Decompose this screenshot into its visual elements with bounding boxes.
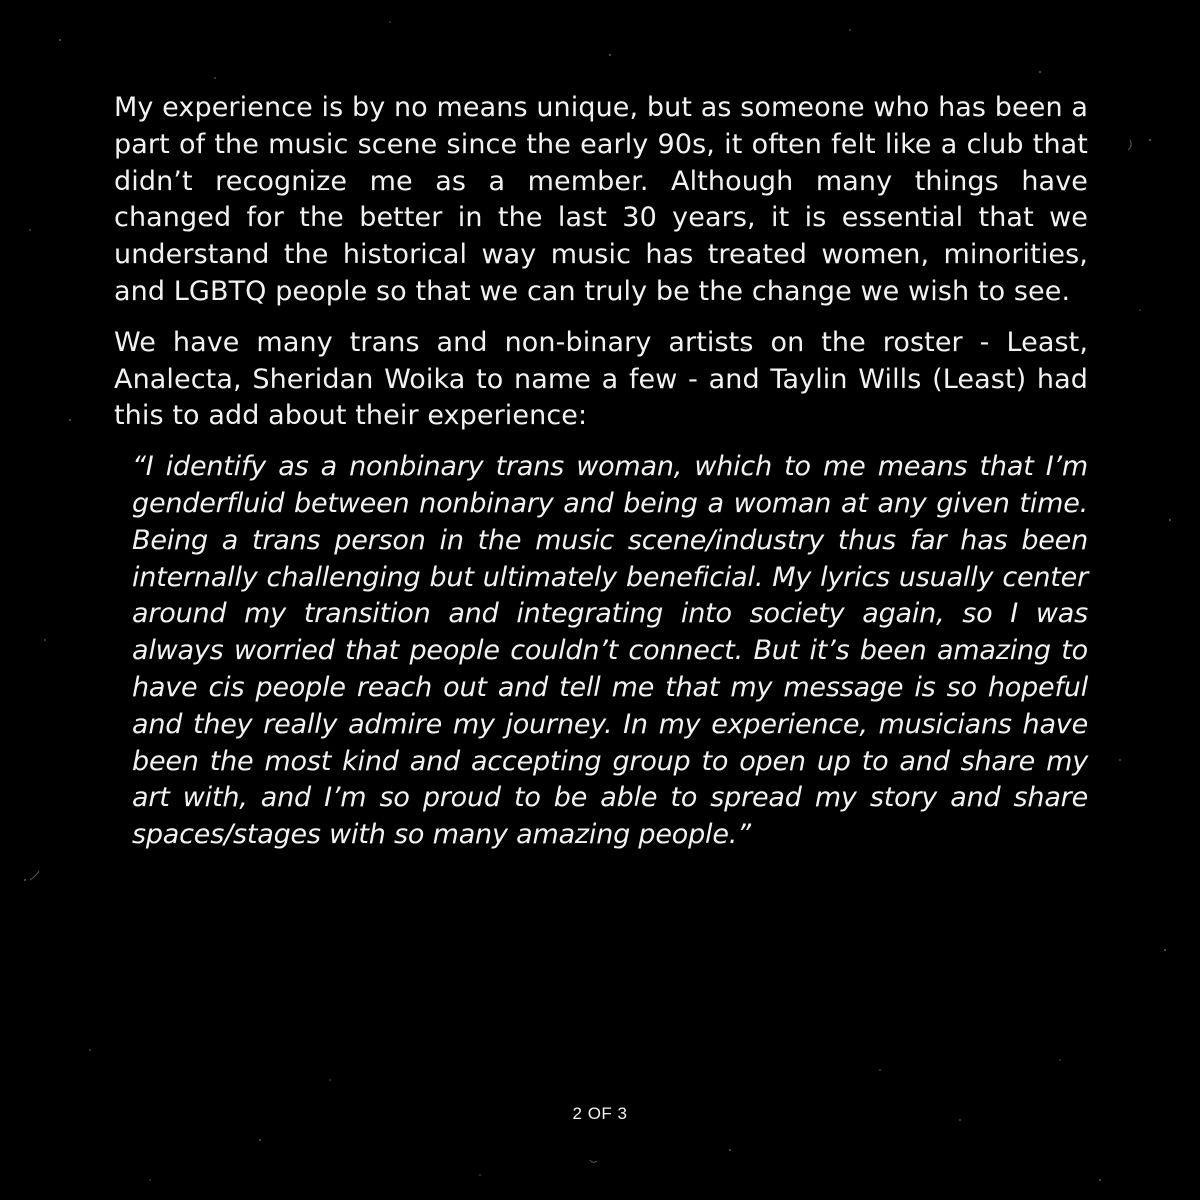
article-body bbox=[114, 90, 1088, 854]
page-indicator: 2 OF 3 bbox=[572, 1104, 628, 1123]
artist-quote: “I identify as a nonbinary trans woman, which to me means that I’m genderfluid between nonbinary and being a woman at any given time. Being a trans person in the music scene/industry thus far has been internally challenging but ultimately beneficial. My lyrics usually center around my transition and integrating into society again, so I was always worried that people couldn’t connect. But it’s been amazing to have cis people reach out and tell me that my message is so hopeful and they really admire my journey. In my experience, musicians have been the most kind and accepting group to open up to and share my art with, and I’m so proud to be able to spread my story and share spaces/stages with so many amazing people.” bbox=[132, 451, 1088, 851]
body-paragraph: We have many trans and non-binary artists on the roster - Least, Analecta, Sheridan Woika to name a few - and Taylin Wills (Least) had this to add about their experience: bbox=[114, 326, 1088, 432]
body-paragraph: My experience is by no means unique, but as someone who has been a part of the music scene since the early 90s, it often felt like a club that didn’t recognize me as a member. Although many things have changed for the better in the last 30 years, it is essential that we understand the historical way music has treated women, minorities, and LGBTQ people so that we can truly be the change we wish to see. bbox=[114, 92, 1088, 307]
